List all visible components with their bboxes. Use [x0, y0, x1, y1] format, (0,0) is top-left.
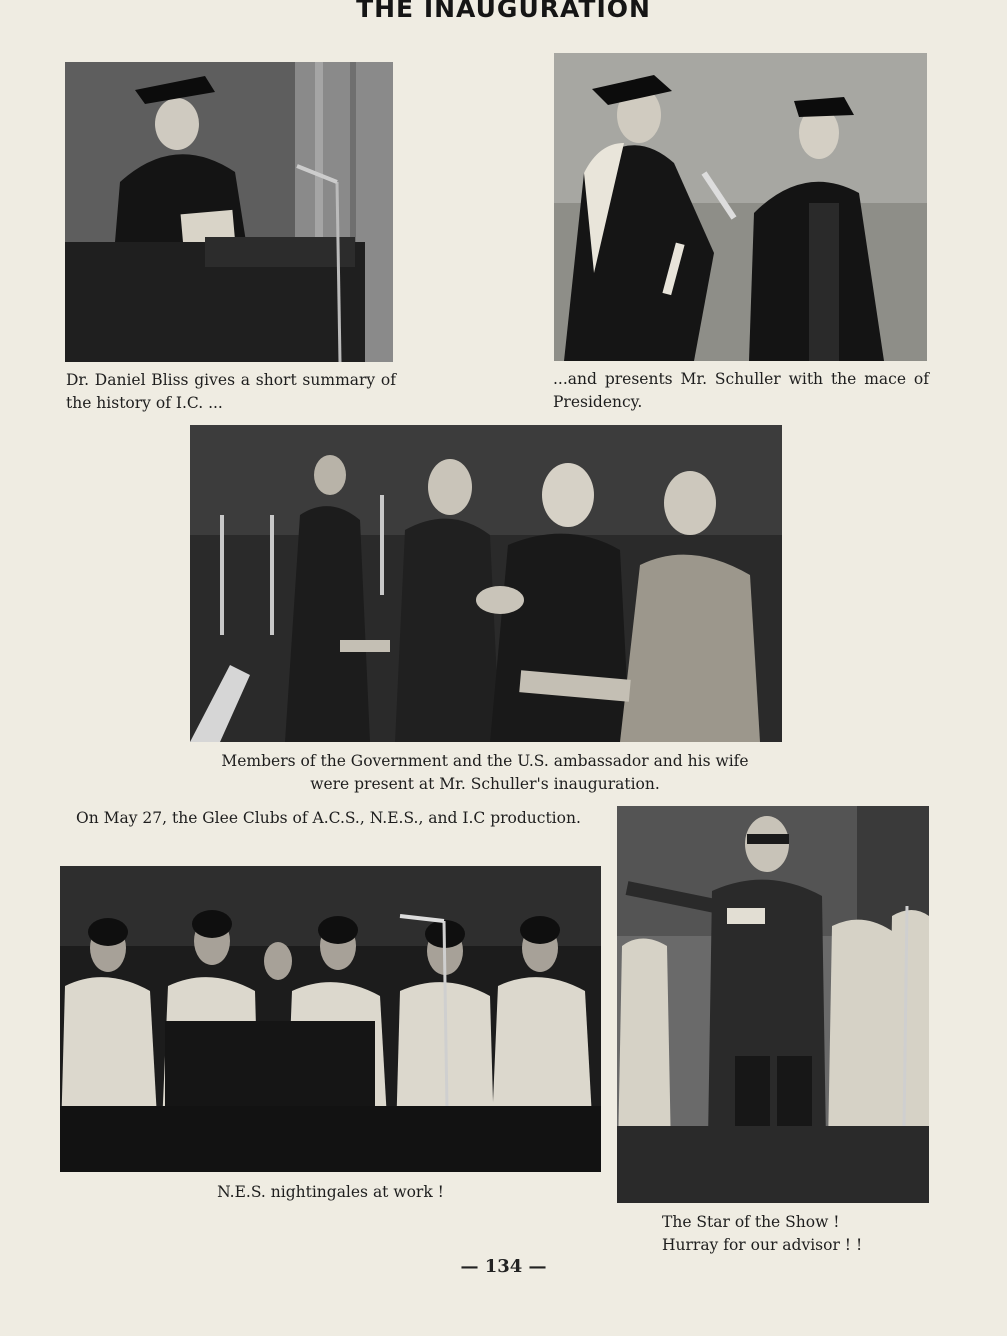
caption-glee-clubs: On May 27, the Glee Clubs of A.C.S., N.E.S., and I.C production.	[76, 809, 581, 827]
photo-nes-nightingales	[60, 866, 601, 1172]
caption-star-line1: The Star of the Show !	[662, 1213, 840, 1231]
photo-government-audience	[190, 425, 782, 742]
caption-audience: Members of the Government and the U.S. ambassador and his wife were present at Mr. Schuller's inauguration.	[221, 752, 749, 793]
page-number: — 134 —	[460, 1256, 547, 1277]
caption-bliss-speech: Dr. Daniel Bliss gives a short summary of the history of I.C. ...	[66, 371, 396, 412]
caption-nightingales: N.E.S. nightingales at work !	[217, 1183, 444, 1201]
photo-mace-presentation	[554, 53, 927, 361]
page-title: THE INAUGURATION	[356, 0, 651, 23]
caption-mace: ...and presents Mr. Schuller with the mace of Presidency.	[553, 370, 929, 411]
photo-bliss-speech	[65, 62, 393, 362]
caption-star-line2: Hurray for our advisor ! !	[662, 1236, 863, 1254]
photo-advisor	[617, 806, 929, 1203]
